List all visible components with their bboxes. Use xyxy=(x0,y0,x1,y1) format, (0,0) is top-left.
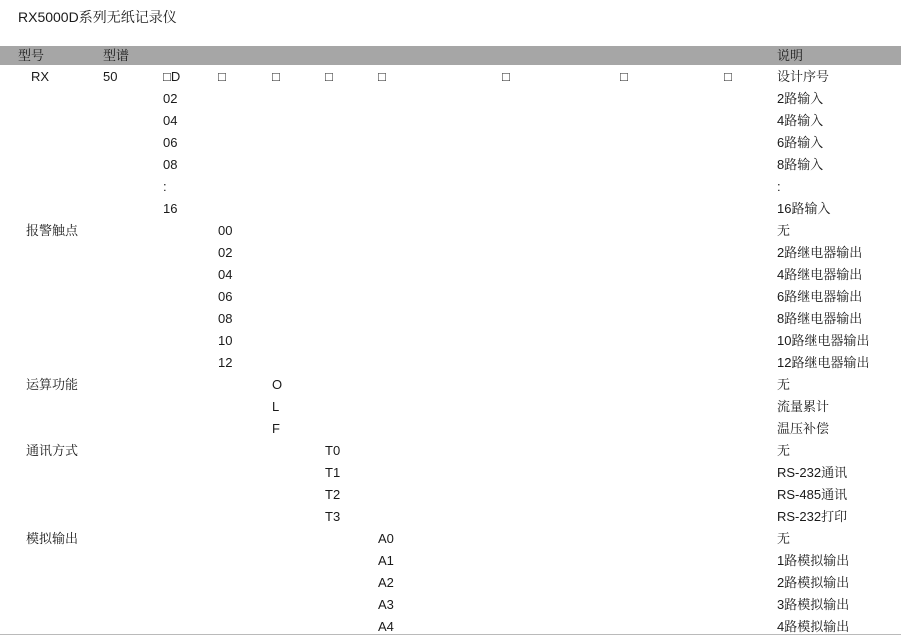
option-description: 6路输入 xyxy=(777,135,824,150)
option-description: 无 xyxy=(777,443,791,458)
table-row xyxy=(0,220,901,242)
option-code: A3 xyxy=(378,597,394,612)
table-row xyxy=(0,330,901,352)
table-row xyxy=(0,176,901,198)
option-code: 02 xyxy=(163,91,178,106)
option-code: 12 xyxy=(218,355,233,370)
table-row xyxy=(0,572,901,594)
table-row xyxy=(0,506,901,528)
option-description: 无 xyxy=(777,223,791,238)
option-group-label: 通讯方式 xyxy=(26,443,79,458)
table-row xyxy=(0,528,901,550)
option-description: RS-232打印 xyxy=(777,509,848,524)
bottom-divider xyxy=(0,634,901,635)
header-description: 说明 xyxy=(777,48,804,63)
table-row xyxy=(0,264,901,286)
option-group-label: 报警触点 xyxy=(26,223,79,238)
option-code: L xyxy=(272,399,280,414)
option-description: 10路继电器输出 xyxy=(777,333,870,348)
table-row xyxy=(0,88,901,110)
placeholder-box-icon: □ xyxy=(272,69,280,84)
model-prefix: RX xyxy=(31,69,50,84)
option-code: 08 xyxy=(163,157,178,172)
placeholder-box-icon: □ xyxy=(620,69,628,84)
option-code: A1 xyxy=(378,553,394,568)
option-description: 12路继电器输出 xyxy=(777,355,870,370)
model-code-segment: □D xyxy=(163,69,181,84)
table-row xyxy=(0,374,901,396)
option-code: 16 xyxy=(163,201,178,216)
option-description: 16路输入 xyxy=(777,201,831,216)
option-description: 8路继电器输出 xyxy=(777,311,863,326)
placeholder-box-icon: □ xyxy=(724,69,732,84)
table-row xyxy=(0,198,901,220)
option-code: : xyxy=(163,179,167,194)
option-description: 1路模拟输出 xyxy=(777,553,850,568)
table-row xyxy=(0,616,901,636)
option-description: 设计序号 xyxy=(777,69,830,84)
option-code: 06 xyxy=(218,289,233,304)
option-code: 00 xyxy=(218,223,233,238)
table-header-band xyxy=(0,46,901,65)
option-code: 08 xyxy=(218,311,233,326)
option-code: O xyxy=(272,377,283,392)
table-row xyxy=(0,66,901,88)
option-code: T3 xyxy=(325,509,341,524)
table-row xyxy=(0,352,901,374)
header-model: 型号 xyxy=(18,48,45,63)
option-code: T0 xyxy=(325,443,341,458)
option-code: T1 xyxy=(325,465,341,480)
option-description: 4路输入 xyxy=(777,113,824,128)
option-description: 4路模拟输出 xyxy=(777,619,850,634)
option-code: 04 xyxy=(218,267,233,282)
placeholder-box-icon: □ xyxy=(325,69,333,84)
option-description: 3路模拟输出 xyxy=(777,597,850,612)
option-description: 流量累计 xyxy=(777,399,830,414)
option-code: 06 xyxy=(163,135,178,150)
table-row xyxy=(0,286,901,308)
option-code: T2 xyxy=(325,487,341,502)
table-row xyxy=(0,594,901,616)
table-row xyxy=(0,440,901,462)
option-description: RS-232通讯 xyxy=(777,465,848,480)
table-row xyxy=(0,242,901,264)
option-description: 无 xyxy=(777,377,791,392)
option-code: F xyxy=(272,421,280,436)
option-description: 2路继电器输出 xyxy=(777,245,863,260)
option-description: 温压补偿 xyxy=(777,421,830,436)
option-description: 4路继电器输出 xyxy=(777,267,863,282)
page-title: RX5000D系列无纸记录仪 xyxy=(18,9,177,25)
option-description: RS-485通讯 xyxy=(777,487,848,502)
table-row xyxy=(0,484,901,506)
table-row xyxy=(0,154,901,176)
option-description: 2路输入 xyxy=(777,91,824,106)
header-spectrum: 型谱 xyxy=(103,48,130,63)
table-row xyxy=(0,462,901,484)
option-code: A4 xyxy=(378,619,394,634)
table-row xyxy=(0,132,901,154)
option-code: 10 xyxy=(218,333,233,348)
option-code: 50 xyxy=(103,69,118,84)
option-code: A2 xyxy=(378,575,394,590)
placeholder-box-icon: □ xyxy=(378,69,386,84)
table-row xyxy=(0,418,901,440)
placeholder-box-icon: □ xyxy=(502,69,510,84)
option-code: 02 xyxy=(218,245,233,260)
option-code: 04 xyxy=(163,113,178,128)
option-description: 8路输入 xyxy=(777,157,824,172)
placeholder-box-icon: □ xyxy=(218,69,226,84)
option-description: : xyxy=(777,179,781,194)
option-description: 2路模拟输出 xyxy=(777,575,850,590)
table-row xyxy=(0,396,901,418)
option-group-label: 模拟输出 xyxy=(26,531,79,546)
table-row xyxy=(0,110,901,132)
option-code: A0 xyxy=(378,531,394,546)
table-row xyxy=(0,550,901,572)
table-row xyxy=(0,308,901,330)
option-description: 6路继电器输出 xyxy=(777,289,863,304)
option-description: 无 xyxy=(777,531,791,546)
option-group-label: 运算功能 xyxy=(26,377,79,392)
